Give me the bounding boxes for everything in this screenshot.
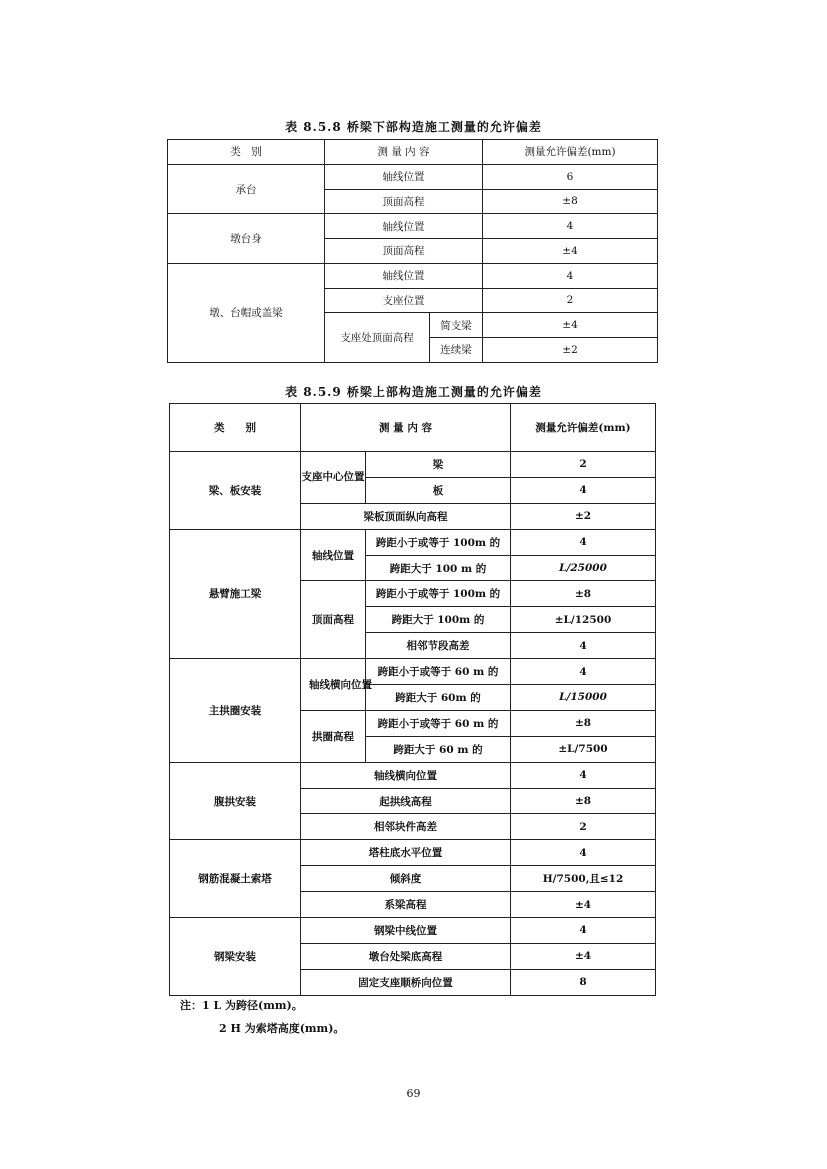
- content-cell: 跨距大于 60m 的: [366, 685, 511, 711]
- content-cell: 起拱线高程: [301, 788, 511, 814]
- value-cell: ±4: [483, 313, 658, 338]
- value-cell: ±8: [511, 581, 656, 607]
- header-category: 类 别: [168, 140, 325, 165]
- category-cell: 钢筋混凝土索塔: [170, 840, 301, 918]
- value-cell: ±2: [483, 338, 658, 363]
- value-cell: 4: [511, 529, 656, 555]
- content-cell: 梁板顶面纵向高程: [301, 503, 511, 529]
- page-number: 69: [406, 1087, 421, 1100]
- content-cell: 跨距小于或等于 60 m 的: [366, 710, 511, 736]
- value-cell: ±2: [511, 503, 656, 529]
- value-cell: 8: [511, 969, 656, 995]
- category-cell: 梁、板安装: [170, 452, 301, 530]
- value-cell: ±8: [483, 189, 658, 214]
- value-cell: ±8: [511, 710, 656, 736]
- value-cell: ±L/12500: [511, 607, 656, 633]
- content-cell: 相邻块件高差: [301, 814, 511, 840]
- value-cell: 4: [511, 840, 656, 866]
- header-tolerance: 测量允许偏差(mm): [511, 404, 656, 452]
- category-cell: 悬臂施工梁: [170, 529, 301, 658]
- value-cell: 4: [511, 762, 656, 788]
- note-2: 2 H 为索塔高度(mm)。: [219, 1022, 345, 1035]
- value-cell: ±8: [511, 788, 656, 814]
- table-row: [168, 214, 658, 239]
- content-cell: 钢梁中线位置: [301, 918, 511, 944]
- content-cell: 墩台处梁底高程: [301, 943, 511, 969]
- content-cell: 跨距大于 100 m 的: [366, 555, 511, 581]
- content-cell: 固定支座顺桥向位置: [301, 969, 511, 995]
- content-cell: 跨距小于或等于 60 m 的: [366, 659, 511, 685]
- content-cell: 轴线横向位置: [301, 762, 511, 788]
- sub-label-cell: 支座处顶面高程: [325, 313, 430, 363]
- value-cell: 4: [483, 263, 658, 288]
- value-cell: 4: [511, 633, 656, 659]
- header-tolerance: 测量允许偏差(mm): [483, 140, 658, 165]
- content-cell: 连续梁: [430, 338, 483, 363]
- value-cell: L/25000: [511, 555, 656, 581]
- category-cell: 主拱圈安装: [170, 659, 301, 763]
- table-row: [170, 452, 656, 478]
- category-cell: 承台: [168, 164, 325, 214]
- content-cell: 跨距小于或等于 100m 的: [366, 581, 511, 607]
- content-cell: 轴线位置: [325, 214, 483, 239]
- header-content: 测 量 内 容: [301, 404, 511, 452]
- content-cell: 跨距小于或等于 100m 的: [366, 529, 511, 555]
- content-cell: 顶面高程: [325, 189, 483, 214]
- content-cell: 板: [366, 477, 511, 503]
- content-cell: 顶面高程: [325, 239, 483, 264]
- sub-label-cell: 轴线位置: [301, 529, 366, 581]
- sub-label-cell: 拱圈高程: [301, 710, 366, 762]
- content-cell: 相邻节段高差: [366, 633, 511, 659]
- value-cell: L/15000: [511, 685, 656, 711]
- value-cell: 4: [511, 659, 656, 685]
- table-row: [170, 659, 656, 685]
- table-8-5-8: [167, 139, 658, 363]
- category-cell: 钢梁安装: [170, 918, 301, 996]
- value-cell: 2: [511, 814, 656, 840]
- value-cell: 6: [483, 164, 658, 189]
- note-1: 注：1 L 为跨径(mm)。: [180, 999, 303, 1012]
- sub-label-cell: 顶面高程: [301, 581, 366, 659]
- value-cell: ±4: [511, 892, 656, 918]
- content-cell: 轴线位置: [325, 164, 483, 189]
- table1-caption: 表 8.5.8 桥梁下部构造施工测量的允许偏差: [285, 120, 542, 134]
- table-header-row: [168, 140, 658, 165]
- value-cell: ±L/7500: [511, 736, 656, 762]
- table-row: [170, 840, 656, 866]
- table-row: [168, 263, 658, 288]
- category-cell: 腹拱安装: [170, 762, 301, 840]
- content-cell: 轴线位置: [325, 263, 483, 288]
- table-row: [170, 762, 656, 788]
- table2-caption: 表 8.5.9 桥梁上部构造施工测量的允许偏差: [285, 385, 542, 399]
- content-cell: 倾斜度: [301, 866, 511, 892]
- content-cell: 跨距大于 100m 的: [366, 607, 511, 633]
- content-cell: 塔柱底水平位置: [301, 840, 511, 866]
- header-category: 类 别: [170, 404, 301, 452]
- category-cell: 墩、台帽或盖梁: [168, 263, 325, 362]
- content-cell: 系梁高程: [301, 892, 511, 918]
- value-cell: 4: [483, 214, 658, 239]
- content-cell: 简支梁: [430, 313, 483, 338]
- sub-label-cell: 支座中心位置: [301, 452, 366, 504]
- table-header-row: [170, 404, 656, 452]
- value-cell: 2: [483, 288, 658, 313]
- value-cell: ±4: [511, 943, 656, 969]
- value-cell: ±4: [483, 239, 658, 264]
- table-row: [170, 529, 656, 555]
- value-cell: 4: [511, 477, 656, 503]
- table-8-5-9: [169, 403, 656, 996]
- content-cell: 梁: [366, 452, 511, 478]
- table-row: [168, 164, 658, 189]
- content-cell: 支座位置: [325, 288, 483, 313]
- content-cell: 跨距大于 60 m 的: [366, 736, 511, 762]
- header-content: 测 量 内 容: [325, 140, 483, 165]
- category-cell: 墩台身: [168, 214, 325, 264]
- value-cell: 4: [511, 918, 656, 944]
- table-row: [170, 918, 656, 944]
- value-cell: H/7500,且≤12: [511, 866, 656, 892]
- value-cell: 2: [511, 452, 656, 478]
- sub-label-cell: 轴线横向位置: [301, 659, 366, 711]
